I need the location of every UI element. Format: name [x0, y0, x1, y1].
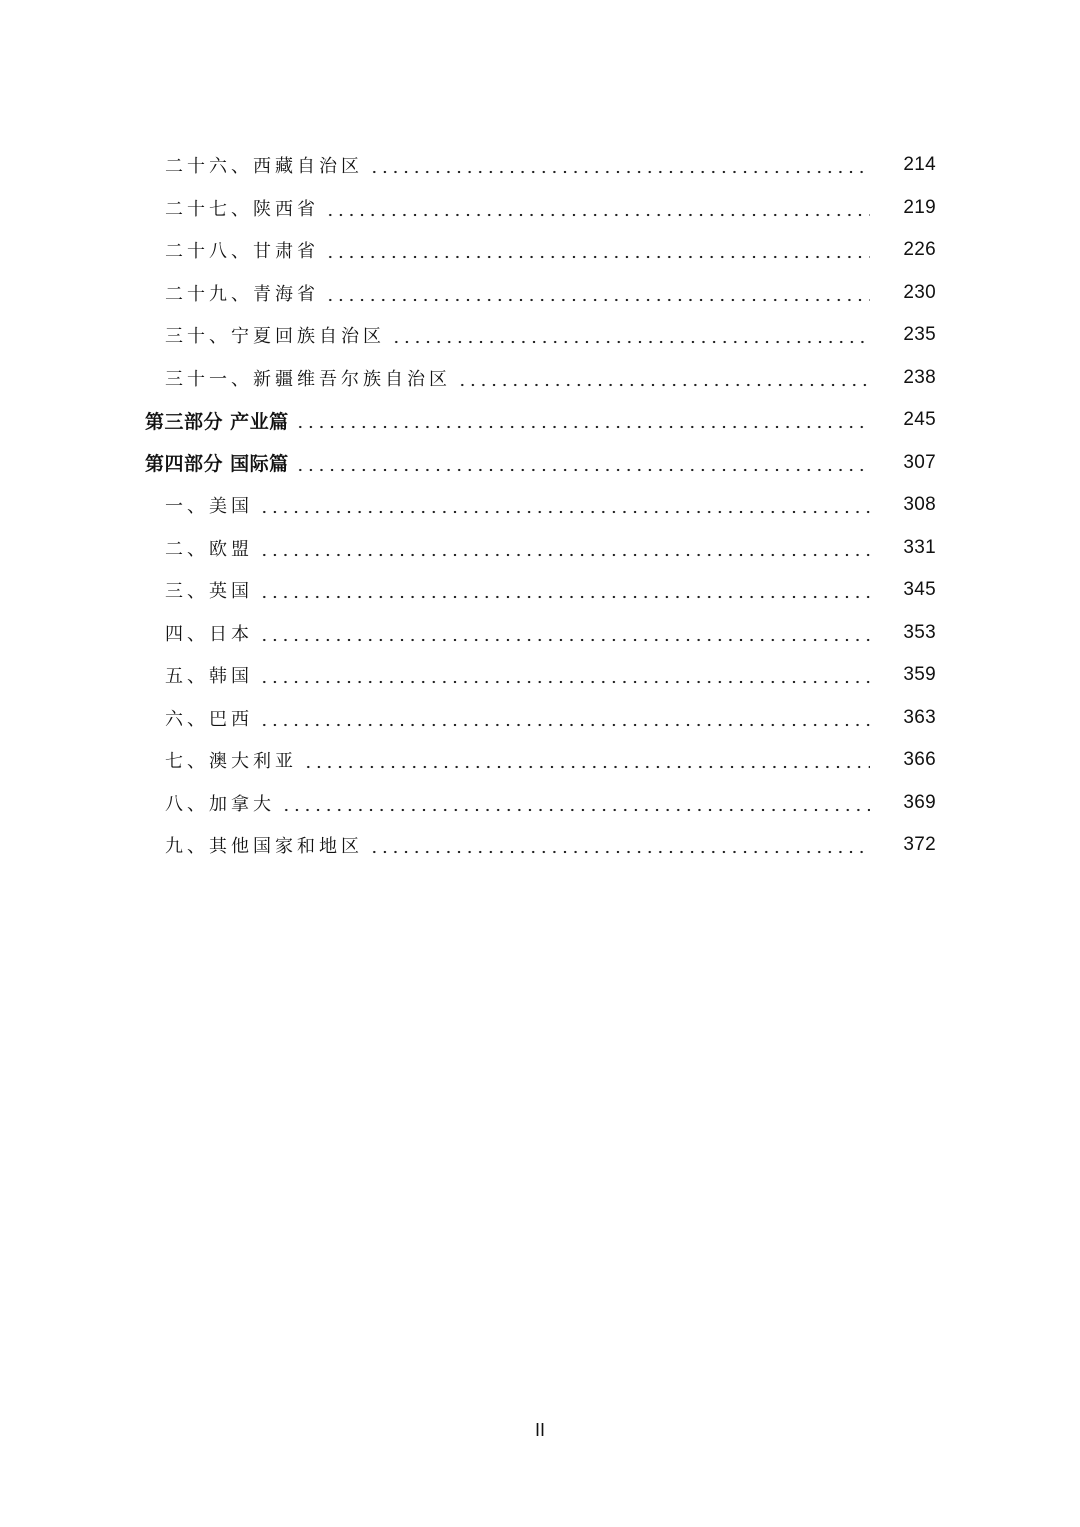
table-of-contents [0, 144, 1080, 867]
toc-entry-title: 第三部分 产业篇 [145, 407, 289, 434]
toc-entry-page: 363 [903, 706, 936, 728]
page-number: II [534, 1420, 545, 1440]
dot-leader [281, 808, 870, 812]
toc-entry-title: 三十、宁夏回族自治区 [165, 322, 385, 348]
toc-entry-title: 二十七、陕西省 [165, 195, 319, 221]
toc-entry[interactable] [0, 357, 1080, 400]
toc-entry-page: 366 [903, 749, 936, 771]
dot-leader [295, 468, 870, 472]
toc-entry-title: 二十九、青海省 [165, 280, 319, 306]
toc-entry-page: 230 [903, 281, 936, 303]
toc-entry[interactable] [0, 187, 1080, 230]
toc-entry-title: 三十一、新疆维吾尔族自治区 [165, 365, 451, 391]
dot-leader [303, 765, 870, 769]
toc-entry-page: 219 [903, 196, 936, 218]
toc-entry[interactable] [0, 484, 1080, 527]
dot-leader [259, 638, 870, 642]
dot-leader [391, 340, 870, 344]
toc-entry[interactable] [0, 144, 1080, 187]
dot-leader [259, 723, 870, 727]
toc-entry[interactable] [0, 314, 1080, 357]
toc-entry-title: 九、其他国家和地区 [165, 832, 363, 858]
toc-entry-page: 359 [903, 664, 936, 686]
toc-entry-title: 三、英国 [165, 577, 253, 603]
toc-entry-page: 372 [903, 834, 936, 856]
dot-leader [259, 510, 870, 514]
toc-entry-page: 345 [903, 579, 936, 601]
dot-leader [369, 850, 870, 854]
toc-part-heading[interactable] [0, 442, 1080, 485]
dot-leader [325, 298, 870, 302]
toc-entry-page: 353 [903, 621, 936, 643]
toc-entry-title: 五、韩国 [165, 662, 253, 688]
dot-leader [259, 553, 870, 557]
toc-entry[interactable] [0, 739, 1080, 782]
toc-part-heading[interactable] [0, 399, 1080, 442]
dot-leader [325, 213, 870, 217]
dot-leader [259, 680, 870, 684]
dot-leader [325, 255, 870, 259]
toc-entry-page: 214 [903, 154, 936, 176]
toc-entry-page: 238 [903, 366, 936, 388]
toc-entry-title: 四、日本 [165, 620, 253, 646]
toc-entry-page: 245 [903, 409, 936, 431]
toc-entry[interactable] [0, 654, 1080, 697]
toc-entry-page: 331 [903, 536, 936, 558]
dot-leader [259, 595, 870, 599]
toc-entry[interactable] [0, 527, 1080, 570]
toc-entry-title: 八、加拿大 [165, 790, 275, 816]
toc-entry[interactable] [0, 569, 1080, 612]
toc-entry-page: 235 [903, 324, 936, 346]
toc-entry-title: 二、欧盟 [165, 535, 253, 561]
toc-entry[interactable] [0, 612, 1080, 655]
dot-leader [369, 170, 870, 174]
dot-leader [457, 383, 870, 387]
toc-entry-title: 二十六、西藏自治区 [165, 152, 363, 178]
toc-entry[interactable] [0, 782, 1080, 825]
toc-entry-title: 第四部分 国际篇 [145, 449, 289, 476]
toc-entry-page: 307 [903, 451, 936, 473]
toc-entry[interactable] [0, 229, 1080, 272]
toc-entry-title: 一、美国 [165, 492, 253, 518]
toc-entry-title: 六、巴西 [165, 705, 253, 731]
toc-entry[interactable] [0, 697, 1080, 740]
toc-entry-title: 二十八、甘肃省 [165, 237, 319, 263]
toc-entry-title: 七、澳大利亚 [165, 747, 297, 773]
toc-entry-page: 308 [903, 494, 936, 516]
toc-entry-page: 369 [903, 791, 936, 813]
toc-entry[interactable] [0, 272, 1080, 315]
toc-entry[interactable] [0, 824, 1080, 867]
toc-entry-page: 226 [903, 239, 936, 261]
dot-leader [295, 425, 870, 429]
